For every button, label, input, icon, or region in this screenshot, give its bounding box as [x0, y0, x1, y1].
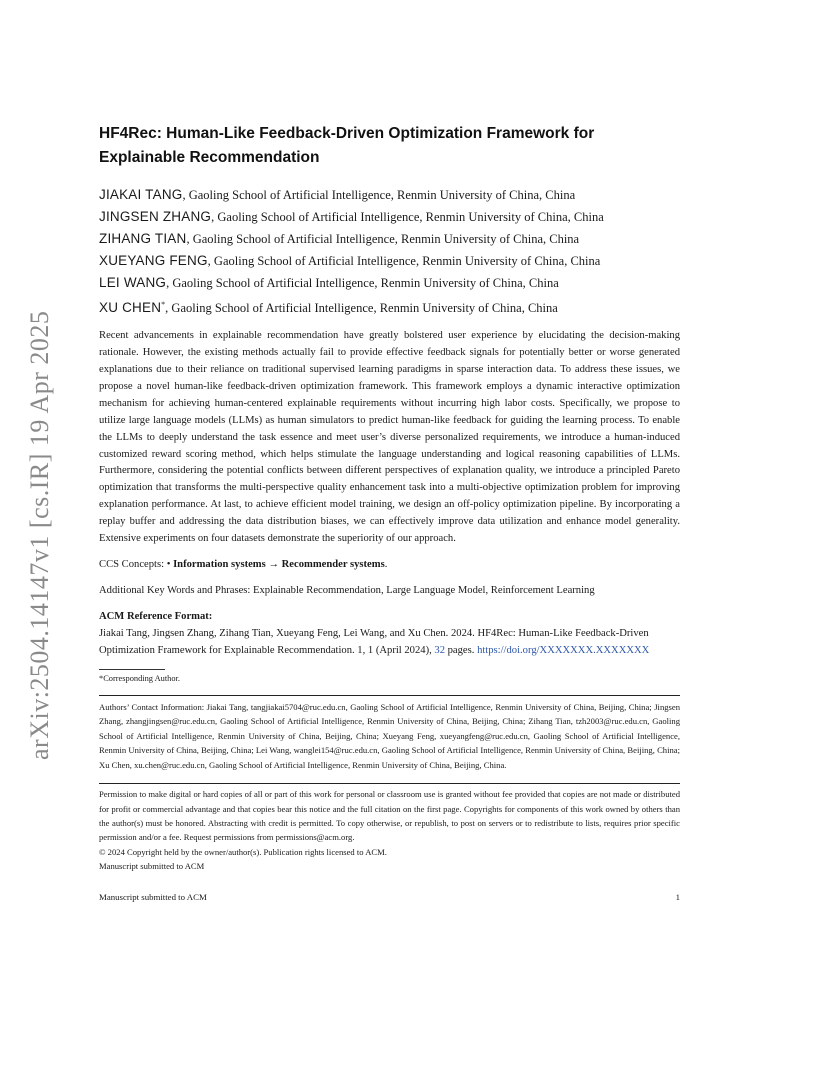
- doi-link[interactable]: https://doi.org/XXXXXXX.XXXXXXX: [477, 644, 650, 656]
- reference-format-heading: ACM Reference Format:: [99, 610, 213, 622]
- author-name: ZIHANG TIAN: [99, 231, 187, 246]
- permission-text: Permission to make digital or hard copies of all or part of this work for personal or classroom use is granted without fee provided that copies are not made or distributed for profit or commercial advantage and that copies bear this notice and the full citation on the first page. Copyrights for components of this work owned by others than the author(s) must be honored. Abstracting with credit is permitted. To copy otherwise, or republish, to post on servers or to redistribute to lists, requires prior specific permission and/or a fee. Request permissions from permissions@acm.org.: [99, 789, 680, 843]
- footer-left: Manuscript submitted to ACM: [99, 892, 207, 902]
- corresponding-author-marker: *: [161, 300, 166, 309]
- author-name: XU CHEN: [99, 300, 162, 316]
- abstract: Recent advancements in explainable recommendation have greatly bolstered user experience by elucidating the decision-making rationale. However, the existing methods actually fail to provide effective feedback signals for potentially better or worse generated explanations due to their reliance on traditional supervised learning paradigms in sparse interaction data. To address these issues, we propose a novel human-like feedback-driven optimization framework. This framework employs a dynamic interactive optimization mechanism for achieving human-centered explainable requirements without incurring high labor costs. Specifically, we propose to utilize large language models (LLMs) as human simulators to predict human-like feedback for guiding the learning process. To enable the LLMs to deeply understand the task essence and meet user’s diverse personalized requirements, we introduce a human-induced customized reward scoring method, which helps stimulate the language understanding and logical reasoning capabilities of LLMs. Furthermore, considering the potential conflicts between different perspectives of explanation quality, we introduce a principled Pareto optimization that transforms the multi-perspective quality enhancement task into a multi-objective optimization problem for improving explanation performance. At last, to achieve efficient model training, we design an off-policy optimization pipeline. By incorporating a replay buffer and addressing the data distribution biases, we can effectively improve data utilization and enhance model generality. Extensive experiments on four datasets demonstrate the superiority of our approach.: [99, 330, 680, 545]
- author-contact-info: Authors’ Contact Information: Jiakai Tang, tangjiakai5704@ruc.edu.cn, Gaoling School of Artificial Intelligence, Renmin University of China, Beijing, China; Jingsen Zhang, zhangjingsen@ruc.edu.cn, Gaoling School of Artificial Intelligence, Renmin University of China, Beijing, China; Zihang Tian, tzh2003@ruc.edu.cn, Gaoling School of Artificial Intelligence, Renmin University of China, Beijing, China; Xueyang Feng, xueyangfeng@ruc.edu.cn, Gaoling School of Artificial Intelligence, Renmin University of China, Beijing, China; Lei Wang, wanglei154@ruc.edu.cn, Gaoling School of Artificial Intelligence, Renmin University of China, Beijing, China; Xu Chen, xu.chen@ruc.edu.cn, Gaoling School of Artificial Intelligence, Renmin University of China, Beijing, China.: [99, 695, 680, 773]
- author-entry: [99, 228, 680, 250]
- reference-format: [99, 625, 680, 659]
- permission-notice: [99, 783, 680, 873]
- author-name: XUEYANG FENG: [99, 253, 208, 268]
- author-affiliation: , Gaoling School of Artificial Intelligence, Renmin University of China, China: [165, 301, 558, 316]
- ccs-concept: Information systems → Recommender systems: [173, 558, 385, 570]
- copyright-line: © 2024 Copyright held by the owner/author(s). Publication rights licensed to ACM.: [99, 846, 387, 857]
- footnote-divider: [99, 669, 165, 670]
- corresponding-author-footnote: *Corresponding Author.: [99, 673, 180, 683]
- keywords: Additional Key Words and Phrases: Explainable Recommendation, Large Language Model, Reinforcement Learning: [99, 584, 595, 596]
- pages-link[interactable]: 32: [434, 644, 445, 656]
- author-entry: [99, 250, 680, 272]
- author-affiliation: , Gaoling School of Artificial Intelligence, Renmin University of China, China: [166, 276, 559, 290]
- ccs-prefix: CCS Concepts: •: [99, 558, 174, 570]
- author-affiliation: , Gaoling School of Artificial Intelligence, Renmin University of China, China: [182, 188, 576, 202]
- author-name: JIAKAI TANG: [99, 187, 183, 202]
- page-number: 1: [675, 892, 680, 902]
- author-entry: [99, 206, 680, 228]
- author-entry: [99, 272, 680, 294]
- author-name: LEI WANG: [99, 275, 167, 290]
- author-entry: [99, 184, 680, 206]
- author-name: JINGSEN ZHANG: [99, 209, 212, 224]
- paper-first-page: [99, 122, 680, 873]
- arxiv-identifier: arXiv:2504.14147v1 [cs.IR] 19 Apr 2025: [25, 310, 54, 760]
- reference-text-mid: pages.: [444, 644, 478, 656]
- author-affiliation: , Gaoling School of Artificial Intelligence, Renmin University of China, China: [211, 210, 604, 224]
- author-list: [99, 184, 680, 319]
- author-affiliation: , Gaoling School of Artificial Intelligence, Renmin University of China, China: [207, 254, 601, 268]
- author-affiliation: , Gaoling School of Artificial Intelligence, Renmin University of China, China: [186, 232, 580, 246]
- paper-title: HF4Rec: Human-Like Feedback-Driven Optimization Framework for Explainable Recommendation: [99, 125, 595, 166]
- page-footer: [99, 890, 680, 904]
- reference-text: Jiakai Tang, Jingsen Zhang, Zihang Tian, Xueyang Feng, Lei Wang, and Xu Chen. 2024. HF4Rec: Human-Like Feedback-Driven Optimization Framework for Explainable Recommendation. 1, 1 (April 2024),: [99, 627, 649, 656]
- author-entry: [99, 294, 680, 319]
- ccs-concepts: [99, 557, 680, 573]
- ccs-suffix: .: [384, 558, 388, 570]
- manuscript-note: Manuscript submitted to ACM: [99, 860, 205, 871]
